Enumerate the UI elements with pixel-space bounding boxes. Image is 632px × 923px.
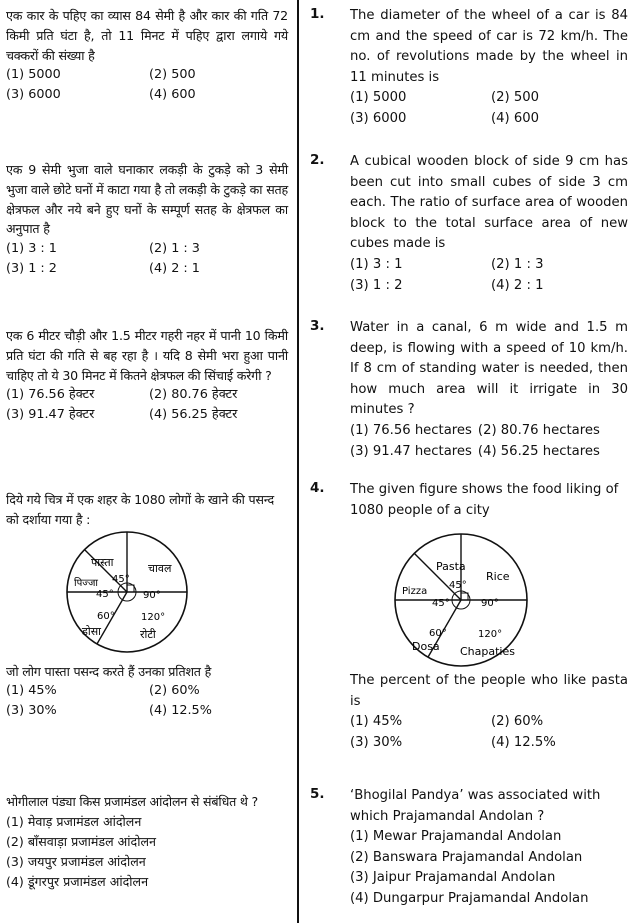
angle-label-rice: 90° <box>143 589 161 601</box>
option-2[interactable]: (2) 500 <box>491 90 540 106</box>
pie-label-pasta: Pasta <box>436 560 466 574</box>
question-1-english <box>310 6 628 130</box>
angle-label-dosa: 60° <box>97 610 115 622</box>
right-angle-marker <box>461 593 468 600</box>
option-3[interactable]: (3) जयपुर प्रजामंडल आंदोलन <box>6 853 146 869</box>
options <box>350 421 628 462</box>
question-text: भोगीलाल पंड्या किस प्रजामंडल आंदोलन से संबंधित थे ? <box>6 794 259 809</box>
option-1[interactable]: (1) 5000 <box>350 90 407 106</box>
question-number: 3. <box>310 318 325 334</box>
angle-label-chapaties: 120° <box>141 611 166 623</box>
option-2[interactable]: (2) 500 <box>149 67 196 83</box>
option-3[interactable]: (3) Jaipur Prajamandal Andolan <box>350 870 556 886</box>
question-5-english <box>310 786 628 910</box>
pie-chart-svg <box>6 530 288 658</box>
pie-label-rice: Rice <box>486 570 510 584</box>
option-4[interactable]: (4) 12.5% <box>491 734 556 750</box>
option-4[interactable]: (4) 600 <box>149 87 196 103</box>
option-1[interactable]: (1) 45% <box>6 683 57 699</box>
question-text: Water in a canal, 6 m wide and 1.5 m deep, is flowing with a speed of 10 km/h. If 8 cm of standing water is needed, then how much area will it irrigate in 30 minutes ? <box>350 320 628 418</box>
pie-label-rice: चावल <box>148 561 172 575</box>
question-prompt: जो लोग पास्ता पसन्द करते हैं उनका प्रतिशत है <box>6 663 212 679</box>
option-3[interactable]: (3) 30% <box>350 734 403 750</box>
options <box>6 65 288 105</box>
option-2[interactable]: (2) 80.76 hectares <box>477 422 600 438</box>
question-prompt: The percent of the people who like pasta is <box>350 673 628 709</box>
option-4[interactable]: (4) 2 : 1 <box>491 277 544 293</box>
angle-label-rice: 90° <box>481 598 499 610</box>
pie-label-pizza: पिज्जा <box>74 577 98 589</box>
option-3[interactable]: (3) 1 : 2 <box>6 261 57 277</box>
options <box>350 88 628 129</box>
option-1[interactable]: (1) Mewar Prajamandal Andolan <box>350 829 562 845</box>
question-4-english <box>310 480 628 754</box>
option-3[interactable]: (3) 30% <box>6 703 57 719</box>
right-angle-marker <box>127 585 134 592</box>
option-3[interactable]: (3) 91.47 hectares <box>350 443 472 459</box>
option-3[interactable]: (3) 1 : 2 <box>350 277 403 293</box>
angle-label-chapaties: 120° <box>478 629 503 641</box>
question-text: The given figure shows the food liking of 1080 people of a city <box>350 482 619 518</box>
angle-label-pasta: 45° <box>449 580 467 592</box>
option-2[interactable]: (2) 80.76 हेक्टर <box>149 387 238 403</box>
options <box>6 812 288 892</box>
option-2[interactable]: (2) Banswara Prajamandal Andolan <box>350 849 583 865</box>
angle-label-pizza: 45° <box>432 598 450 610</box>
option-4[interactable]: (4) डूंगरपुर प्रजामंडल आंदोलन <box>6 873 149 889</box>
option-4[interactable]: (4) 2 : 1 <box>149 261 200 277</box>
angle-label-pasta: 45° <box>112 573 130 585</box>
options <box>6 385 288 425</box>
pie-chart-svg <box>350 521 628 671</box>
column-divider <box>297 0 299 923</box>
question-text: A cubical wooden block of side 9 cm has been cut into small cubes of side 3 cm each. The ratio of surface area of wooden block to the total surface area of new cubes made is <box>350 154 628 252</box>
option-2[interactable]: (2) 60% <box>491 714 544 730</box>
question-text: एक 6 मीटर चौड़ी और 1.5 मीटर गहरी नहर में पानी 10 किमी प्रति घंटा की गति से बह रहा है । यदि 8 सेमी भरा हुआ पानी चाहिए तो ये 30 मिनट में कितने क्षेत्रफल की सिंचाई करेगी ? <box>6 328 288 383</box>
option-4[interactable]: (4) 56.25 हेक्टर <box>149 407 238 423</box>
option-1[interactable]: (1) 3 : 1 <box>350 256 403 272</box>
option-3[interactable]: (3) 6000 <box>350 110 407 126</box>
option-4[interactable]: (4) 56.25 hectares <box>477 443 600 459</box>
options <box>6 681 288 721</box>
options <box>350 712 628 753</box>
option-4[interactable]: (4) Dungarpur Prajamandal Andolan <box>350 890 589 906</box>
option-3[interactable]: (3) 91.47 हेक्टर <box>6 407 95 423</box>
options <box>350 827 628 909</box>
option-2[interactable]: (2) 1 : 3 <box>491 256 544 272</box>
pie-label-dosa: डोसा <box>82 624 102 638</box>
pie-label-pizza: Pizza <box>402 586 428 598</box>
pie-label-chapaties: Chapaties <box>460 645 515 659</box>
question-5-hindi <box>6 792 288 892</box>
option-4[interactable]: (4) 600 <box>491 110 540 126</box>
question-text: ‘Bhogilal Pandya’ was associated with which Prajamandal Andolan ? <box>350 788 601 824</box>
options <box>6 239 288 279</box>
option-1[interactable]: (1) 5000 <box>6 67 61 83</box>
option-1[interactable]: (1) 3 : 1 <box>6 241 57 257</box>
question-4-hindi <box>6 490 288 721</box>
option-1[interactable]: (1) 76.56 हेक्टर <box>6 387 95 403</box>
pie-label-pasta: पास्ता <box>91 555 114 569</box>
question-number: 2. <box>310 152 325 168</box>
option-2[interactable]: (2) बाँसवाड़ा प्रजामंडल आंदोलन <box>6 833 157 849</box>
question-text: एक कार के पहिए का व्यास 84 सेमी है और कार की गति 72 किमी प्रति घंटा है, तो 11 मिनट में पहिए द्वारा लगाये गये चक्करों की संख्या है <box>6 8 288 63</box>
pie-chart-hindi <box>6 530 288 658</box>
option-1[interactable]: (1) 76.56 hectares <box>350 422 472 438</box>
option-2[interactable]: (2) 60% <box>149 683 200 699</box>
question-3-hindi <box>6 326 288 425</box>
pie-label-chapaties: रोटी <box>140 627 156 641</box>
option-4[interactable]: (4) 12.5% <box>149 703 212 719</box>
pie-chart-english <box>350 521 628 671</box>
options <box>350 255 628 296</box>
pie-label-dosa: Dosa <box>412 640 440 654</box>
question-2-english <box>310 152 628 296</box>
question-text: दिये गये चित्र में एक शहर के 1080 लोगों के खाने की पसन्द को दर्शाया गया है : <box>6 492 274 527</box>
question-number: 1. <box>310 6 325 22</box>
option-3[interactable]: (3) 6000 <box>6 87 61 103</box>
option-1[interactable]: (1) 45% <box>350 714 403 730</box>
question-text: The diameter of the wheel of a car is 84 cm and the speed of car is 72 km/h. The no. of revolutions made by the wheel in 11 minutes is <box>350 8 628 85</box>
question-number: 4. <box>310 480 325 496</box>
angle-label-pizza: 45° <box>96 588 114 600</box>
angle-label-dosa: 60° <box>429 628 447 640</box>
question-3-english <box>310 318 628 462</box>
question-1-hindi <box>6 6 288 105</box>
question-text: एक 9 सेमी भुजा वाले घनाकार लकड़ी के टुकड़े को 3 सेमी भुजा वाले छोटे घनों में काटा गया है तो लकड़ी के टुकड़े का सतह क्षेत्रफल और नये बने हुए घनों के सम्पूर्ण सतह के क्षेत्रफल का अनुपात है <box>6 162 288 237</box>
option-2[interactable]: (2) 1 : 3 <box>149 241 200 257</box>
question-2-hindi <box>6 160 288 279</box>
question-number: 5. <box>310 786 325 802</box>
option-1[interactable]: (1) मेवाड़ प्रजामंडल आंदोलन <box>6 813 142 829</box>
